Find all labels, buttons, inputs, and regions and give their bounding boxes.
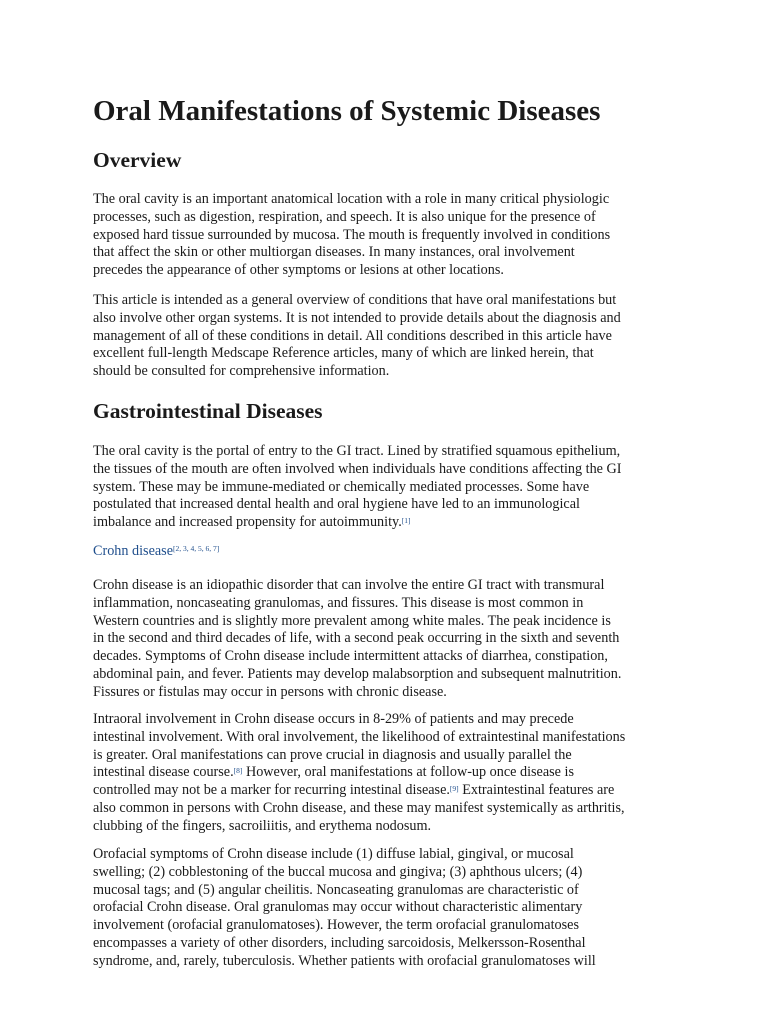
text-segment: imbalance and increased propensity for autoimmunity.	[93, 514, 402, 531]
text-segment: Extraintestinal features are	[458, 782, 615, 799]
overview-paragraph-2	[93, 292, 693, 381]
text-segment: controlled may not be a marker for recurring intestinal disease.	[93, 782, 450, 799]
text-line: This article is intended as a general overview of conditions that have oral manifestations but	[93, 292, 617, 308]
text-line: system. These may be immune-mediated or chemically mediated processes. Some have	[93, 478, 590, 495]
text-line: the tissues of the mouth are often involved when individuals have conditions affecting the GI	[93, 460, 622, 477]
text-line: also common in persons with Crohn disease, and these may manifest systemically as arthritis,	[93, 799, 625, 816]
text-line: involvement (orofacial granulomatoses). However, the term orofacial granulomatoses	[93, 917, 579, 934]
text-line: abdominal pain, and fever. Patients may develop malabsorption and subsequent malnutrition.	[93, 665, 622, 682]
text-line: precedes the appearance of other symptoms or lesions at other locations.	[93, 262, 504, 279]
text-line: swelling; (2) cobblestoning of the buccal mucosa and gingiva; (3) aphthous ulcers; (4)	[93, 863, 583, 880]
crohn-disease-link[interactable]: Crohn disease	[93, 543, 173, 559]
text-line	[93, 782, 693, 800]
text-line: in the second and third decades of life, with a second peak occurring in the sixth and seventh	[93, 630, 620, 647]
reference-link[interactable]: [9]	[449, 784, 459, 794]
text-line: Crohn disease is an idiopathic disorder that can involve the entire GI tract with transmural	[93, 577, 605, 593]
text-line: Intraoral involvement in Crohn disease occurs in 8-29% of patients and may precede	[93, 711, 574, 727]
subsection-heading-crohn-disease	[93, 542, 219, 560]
reference-link[interactable]: [8]	[233, 766, 243, 776]
gi-paragraph-1	[93, 443, 693, 532]
crohn-paragraph-3	[93, 846, 693, 971]
text-line: should be consulted for comprehensive information.	[93, 363, 390, 380]
crohn-paragraph-1	[93, 577, 693, 702]
text-line: Fissures or fistulas may occur in persons with chronic disease.	[93, 683, 447, 700]
section-heading-overview: Overview	[93, 148, 182, 172]
text-line: decades. Symptoms of Crohn disease include intermittent attacks of diarrhea, constipation,	[93, 648, 608, 665]
text-line: exposed hard tissue surrounded by mucosa. The mouth is frequently involved in conditions	[93, 226, 611, 243]
text-segment: intestinal disease course.	[93, 764, 234, 781]
text-line: intestinal involvement. With oral involvement, the likelihood of extraintestinal manifestations	[93, 728, 626, 745]
text-line	[93, 764, 693, 782]
text-line: encompasses a variety of other disorders, including sarcoidosis, Melkersson-Rosenthal	[93, 934, 586, 951]
text-line: is greater. Oral manifestations can prove crucial in diagnosis and usually parallel the	[93, 746, 572, 763]
text-line: The oral cavity is an important anatomical location with a role in many critical physiologic	[93, 191, 610, 207]
text-segment: However, oral manifestations at follow-up once disease is	[242, 764, 574, 781]
text-line: inflammation, noncaseating granulomas, and fissures. This disease is most common in	[93, 594, 584, 611]
text-line: also involve other organ systems. It is not intended to provide details about the diagnosis and	[93, 309, 621, 326]
text-line: Western countries and is slightly more prevalent among white males. The peak incidence is	[93, 612, 611, 629]
text-line	[93, 514, 693, 532]
text-line: Orofacial symptoms of Crohn disease include (1) diffuse labial, gingival, or mucosal	[93, 846, 574, 862]
text-line: excellent full-length Medscape Reference articles, many of which are linked herein, that	[93, 345, 594, 362]
text-line: postulated that increased dental health and oral hygiene have led to an immunological	[93, 496, 580, 513]
reference-link[interactable]: [2, 3, 4, 5, 6, 7]	[173, 544, 220, 553]
crohn-paragraph-2	[93, 711, 693, 836]
text-line: mucosal tags; and (5) angular cheilitis. Noncaseating granulomas are characteristic of	[93, 881, 579, 898]
text-line: The oral cavity is the portal of entry to the GI tract. Lined by stratified squamous epithelium,	[93, 443, 621, 459]
text-line: management of all of these conditions in detail. All conditions described in this article have	[93, 327, 612, 344]
text-line: processes, such as digestion, respiration, and speech. It is also unique for the presence of	[93, 208, 596, 225]
text-line: orofacial Crohn disease. Oral granulomas may occur without characteristic alimentary	[93, 899, 583, 916]
reference-link[interactable]: [1]	[401, 516, 411, 526]
text-line: that affect the skin or other multiorgan diseases. In many instances, oral involvement	[93, 244, 575, 261]
text-line: syndrome, and, rarely, tuberculosis. Whether patients with orofacial granulomatoses will	[93, 952, 596, 969]
text-line: clubbing of the fingers, sacroiliitis, and erythema nodosum.	[93, 817, 432, 834]
page-title: Oral Manifestations of Systemic Diseases	[93, 95, 601, 127]
section-heading-gastrointestinal: Gastrointestinal Diseases	[93, 399, 323, 423]
overview-paragraph-1	[93, 191, 693, 280]
